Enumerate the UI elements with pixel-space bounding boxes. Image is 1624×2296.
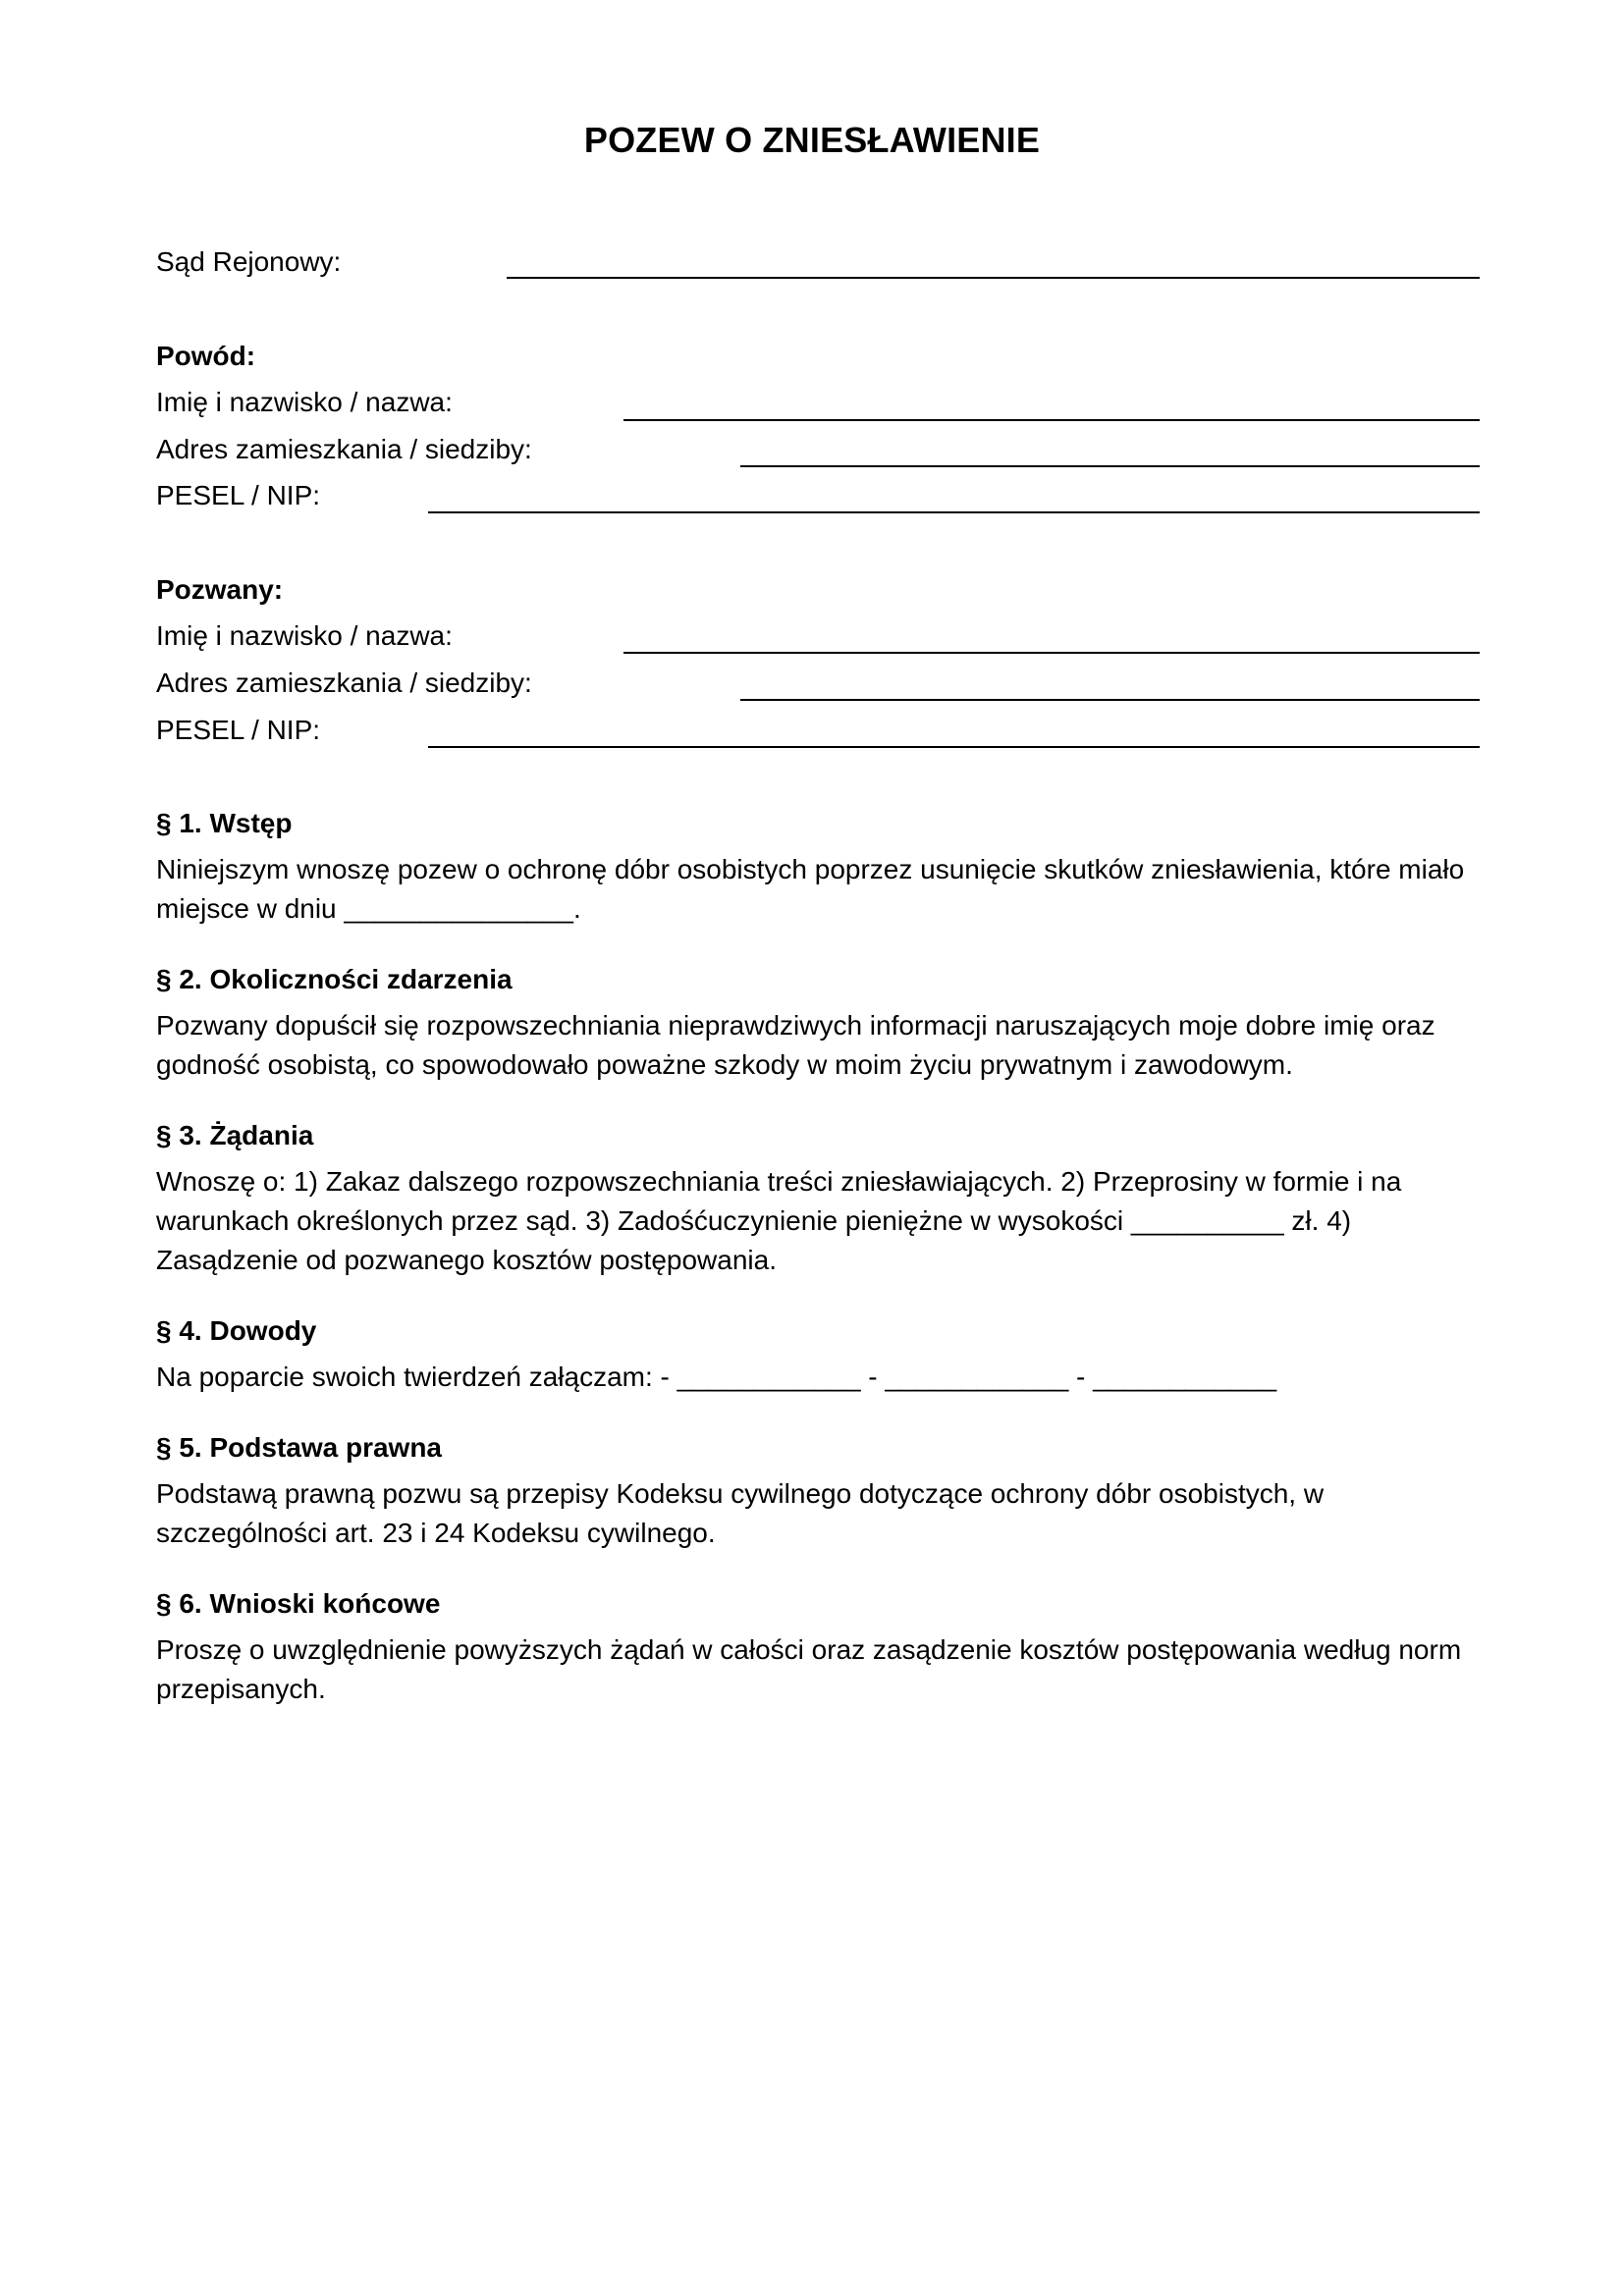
plaintiff-heading: Powód: — [156, 341, 256, 371]
defendant-address-label: Adres zamieszkania / siedziby: — [156, 667, 532, 698]
defendant-heading: Pozwany: — [156, 574, 284, 605]
section-6-heading: § 6. Wnioski końcowe — [156, 1588, 441, 1619]
section-4-heading: § 4. Dowody — [156, 1315, 317, 1346]
section-3-heading: § 3. Żądania — [156, 1120, 314, 1150]
defendant-id-label: PESEL / NIP: — [156, 715, 321, 745]
defendant-name-label: Imię i nazwisko / nazwa: — [156, 620, 453, 651]
plaintiff-name-input-line[interactable] — [623, 419, 1480, 421]
defendant-address-input-line[interactable] — [740, 699, 1480, 701]
plaintiff-id-label: PESEL / NIP: — [156, 480, 321, 510]
document-title: POZEW O ZNIESŁAWIENIE — [583, 120, 1041, 160]
court-input-line[interactable] — [507, 277, 1480, 279]
court-label: Sąd Rejonowy: — [156, 246, 342, 277]
defendant-name-input-line[interactable] — [623, 652, 1480, 654]
section-3-body: Wnoszę o: 1) Zakaz dalszego rozpowszechniania treści zniesławiających. 2) Przeprosiny w formie i na warunkach określonych przez sąd. 3) Zadośćuczynienie pieniężne w wysokości __________ zł. 4) Zasądzenie od pozwanego kosztów postępowania. — [156, 1166, 1402, 1275]
section-5-body: Podstawą prawną pozwu są przepisy Kodeksu cywilnego dotyczące ochrony dóbr osobistych, w szczególności art. 23 i 24 Kodeksu cywilnego. — [156, 1478, 1325, 1548]
section-2-heading: § 2. Okoliczności zdarzenia — [156, 964, 513, 994]
plaintiff-address-input-line[interactable] — [740, 465, 1480, 467]
plaintiff-address-label: Adres zamieszkania / siedziby: — [156, 434, 532, 464]
section-5-heading: § 5. Podstawa prawna — [156, 1432, 442, 1463]
section-6-body: Proszę o uwzględnienie powyższych żądań w całości oraz zasądzenie kosztów postępowania według norm przepisanych. — [156, 1634, 1462, 1704]
plaintiff-id-input-line[interactable] — [428, 511, 1480, 513]
section-1-body: Niniejszym wnoszę pozew o ochronę dóbr osobistych poprzez usunięcie skutków zniesławienia, które miało miejsce w dniu _______________. — [156, 854, 1465, 924]
section-2-body: Pozwany dopuścił się rozpowszechniania nieprawdziwych informacji naruszających moje dobre imię oraz godność osobistą, co spowodowało poważne szkody w moim życiu prywatnym i zawodowym. — [156, 1010, 1435, 1080]
defendant-id-input-line[interactable] — [428, 746, 1480, 748]
section-4-body: Na poparcie swoich twierdzeń załączam: - ____________ - ____________ - ____________ — [156, 1362, 1277, 1392]
section-1-heading: § 1. Wstęp — [156, 808, 293, 838]
plaintiff-name-label: Imię i nazwisko / nazwa: — [156, 387, 453, 417]
